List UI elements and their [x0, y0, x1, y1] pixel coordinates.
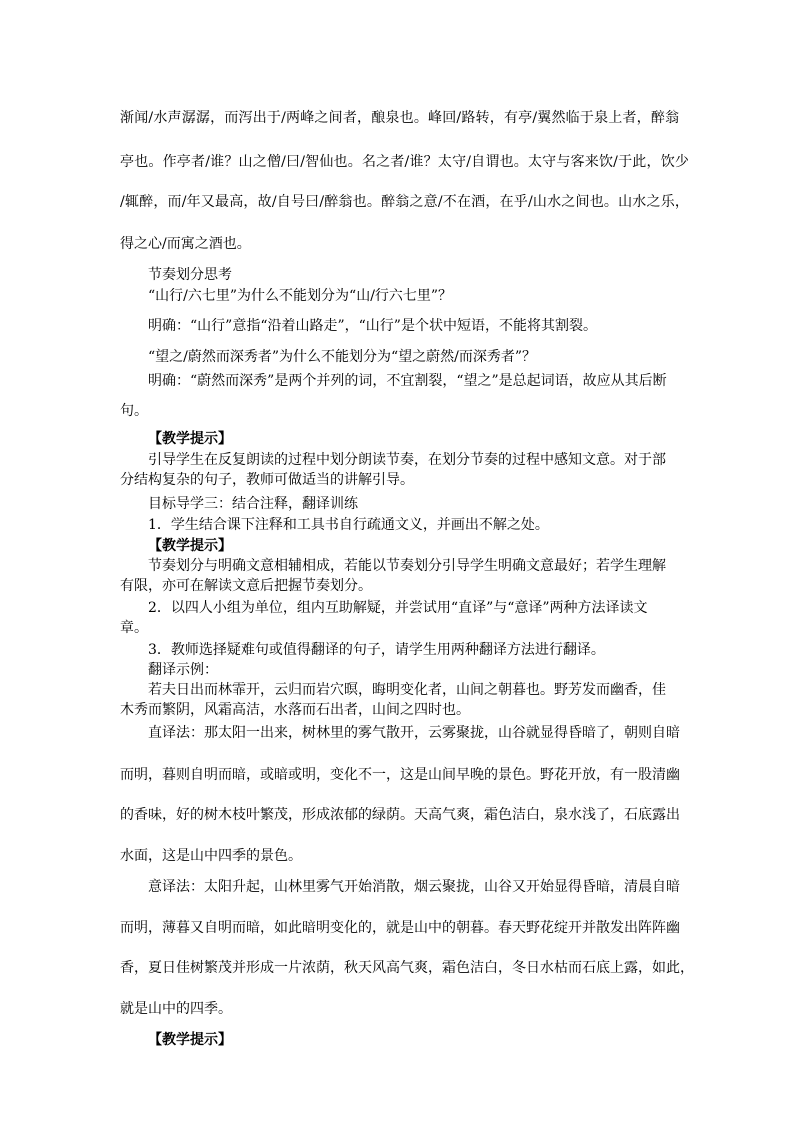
text-line: 而明，暮则自明而暗，或暗或明，变化不一，这是山间早晚的景色。野花开放，有一股清幽 [120, 767, 680, 783]
teaching-tip-text: 节奏划分与明确文意相辅相成，若能以节奏划分引导学生明确文意最好；若学生理解有限，亦可在解读文意后把握节奏划分。 [120, 558, 666, 594]
teaching-tip-text: 引导学生在反复朗读的过程中划分朗读节奏，在划分节奏的过程中感知文意。对于部分结构复杂的句子，教师可做适当的讲解引导。 [120, 452, 666, 488]
step: 1．学生结合课下注释和工具书自行疏通文义，并画出不解之处。 [148, 517, 549, 533]
example-text: 若夫日出而林霏开，云归而岩穴暝，晦明变化者，山间之朝暮也。野芳发而幽香，佳木秀而繁阴，风霜高洁，水落而石出者，山间之四时也。 [120, 682, 666, 718]
teaching-tip-heading: 【教学提示】 [148, 538, 232, 554]
teaching-tip-heading: 【教学提示】 [148, 431, 232, 447]
text-line: 而明，薄暮又自明而暗，如此暗明变化的，就是山中的朝暮。春天野花绽开并散发出阵阵幽 [120, 920, 680, 936]
step: 2．以四人小组为单位，组内互助解疑，并尝试用“直译”与“意译”两种方法译读文章。 [120, 600, 648, 636]
text-line: 水面，这是山中四季的景色。 [120, 848, 302, 864]
answer: 明确：“蔚然而深秀”是两个并列的词，不宜割裂，“望之”是总起词语，故应从其后断句。 [120, 373, 667, 419]
section-heading: 节奏划分思考 [148, 267, 232, 283]
text-line: 直译法：那太阳一出来，树林里的雾气散开，云雾聚拢，山谷就显得昏暗了，朝则自暗 [148, 725, 680, 741]
text-line: 意译法：太阳升起，山林里雾气开始消散，烟云聚拢，山谷又开始显得昏暗，清晨自暗 [148, 879, 680, 895]
section-heading: 翻译示例： [148, 662, 218, 678]
question: “望之/蔚然而深秀者”为什么不能划分为“望之蔚然/而深秀者”？ [148, 349, 537, 365]
text-line: 得之心/而寓之酒也。 [120, 236, 251, 252]
text-line: 亭也。作亭者/谁？山之僧/曰/智仙也。名之者/谁？太守/自谓也。太守与客来饮/于此，饮少 [120, 154, 690, 170]
text-line: /辄醉，而/年又最高，故/自号曰/醉翁也。醉翁之意/不在酒，在乎/山水之间也。山水之乐， [120, 194, 690, 210]
text-line: 渐闻/水声潺潺，而泻出于/两峰之间者，酿泉也。峰回/路转，有亭/翼然临于泉上者，醉翁 [120, 110, 680, 126]
text-line: 香，夏日佳树繁茂并形成一片浓荫，秋天风高气爽，霜色洁白，冬日水枯而石底上露，如此， [120, 960, 694, 976]
teaching-tip-heading: 【教学提示】 [148, 1032, 232, 1048]
text-line: 就是山中的四季。 [120, 1001, 232, 1017]
step: 3．教师选择疑难句或值得翻译的句子，请学生用两种翻译方法进行翻译。 [148, 642, 605, 658]
question: “山行/六七里”为什么不能划分为“山/行六七里”？ [148, 288, 453, 304]
section-heading: 目标导学三：结合注释，翻译训练 [148, 496, 358, 512]
text-line: 的香味，好的树木枝叶繁茂，形成浓郁的绿荫。天高气爽，霜色洁白，泉水浅了，石底露出 [120, 807, 680, 823]
answer: 明确：“山行”意指“沿着山路走”，“山行”是个状中短语，不能将其割裂。 [148, 318, 597, 334]
